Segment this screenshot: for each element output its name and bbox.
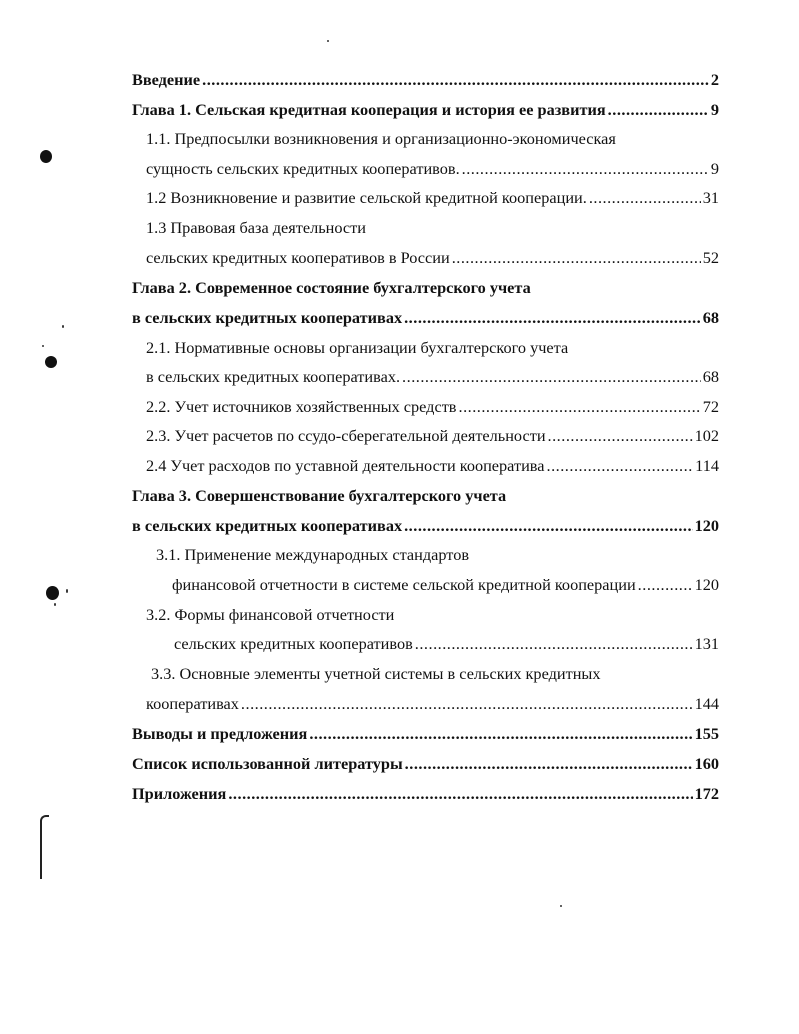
toc-line-chapter-3-cont[interactable]: в сельских кредитных кооперативах ..... 120 [0, 514, 799, 538]
toc-line-section-1-2[interactable]: 1.2 Возникновение и развитие сельской кредитной кооперации. ..... 31 [0, 186, 799, 210]
toc-line-section-3-2-cont[interactable]: сельских кредитных кооперативов ..... 131 [0, 632, 799, 656]
toc-line-section-2-4[interactable]: 2.4 Учет расходов по уставной деятельности кооператива ..... 114 [0, 454, 799, 478]
toc-line-introduction[interactable]: Введение ..... 2 [0, 68, 799, 92]
scan-speck [327, 40, 329, 42]
toc-line-references[interactable]: Список использованной литературы ..... 160 [0, 752, 799, 776]
toc-line-section-1-3-cont[interactable]: сельских кредитных кооперативов в России ..... 52 [0, 246, 799, 270]
margin-bracket-mark [40, 815, 49, 879]
toc-line-chapter-1[interactable]: Глава 1. Сельская кредитная кооперация и история ее развития ..... 9 [0, 98, 799, 122]
toc-line-chapter-2-cont[interactable]: в сельских кредитных кооперативах ..... 68 [0, 306, 799, 330]
toc-line-section-3-1-cont[interactable]: финансовой отчетности в системе сельской кредитной кооперации ..... 120 [0, 573, 799, 597]
toc-line-section-2-1[interactable]: 2.1. Нормативные основы организации бухгалтерского учета [146, 338, 569, 357]
toc-line-section-1-3[interactable]: 1.3 Правовая база деятельности [146, 218, 366, 237]
toc-line-chapter-3[interactable]: Глава 3. Совершенствование бухгалтерского учета [132, 486, 507, 505]
toc-line-section-1-1[interactable]: 1.1. Предпосылки возникновения и организационно-экономическая [146, 129, 616, 148]
scan-speck [560, 905, 562, 907]
toc-line-section-2-2[interactable]: 2.2. Учет источников хозяйственных средств ..... 72 [0, 395, 799, 419]
toc-line-section-2-1-cont[interactable]: в сельских кредитных кооперативах. ..... 68 [0, 365, 799, 389]
toc-line-section-2-3[interactable]: 2.3. Учет расчетов по ссудо-сберегательной деятельности ..... 102 [0, 424, 799, 448]
toc-line-conclusions[interactable]: Выводы и предложения ..... 155 [0, 722, 799, 746]
toc-line-section-3-2[interactable]: 3.2. Формы финансовой отчетности [146, 605, 395, 624]
toc-line-chapter-2[interactable]: Глава 2. Современное состояние бухгалтерского учета [132, 278, 531, 297]
toc-line-section-1-1-cont[interactable]: сущность сельских кредитных кооперативов. ..... 9 [0, 157, 799, 181]
toc-line-section-3-1[interactable]: 3.1. Применение международных стандартов [156, 545, 470, 564]
toc-line-section-3-3[interactable]: 3.3. Основные элементы учетной системы в сельских кредитных [151, 664, 601, 683]
toc-line-appendices[interactable]: Приложения ..... 172 [0, 782, 799, 806]
toc-line-section-3-3-cont[interactable]: кооперативах ..... 144 [0, 692, 799, 716]
